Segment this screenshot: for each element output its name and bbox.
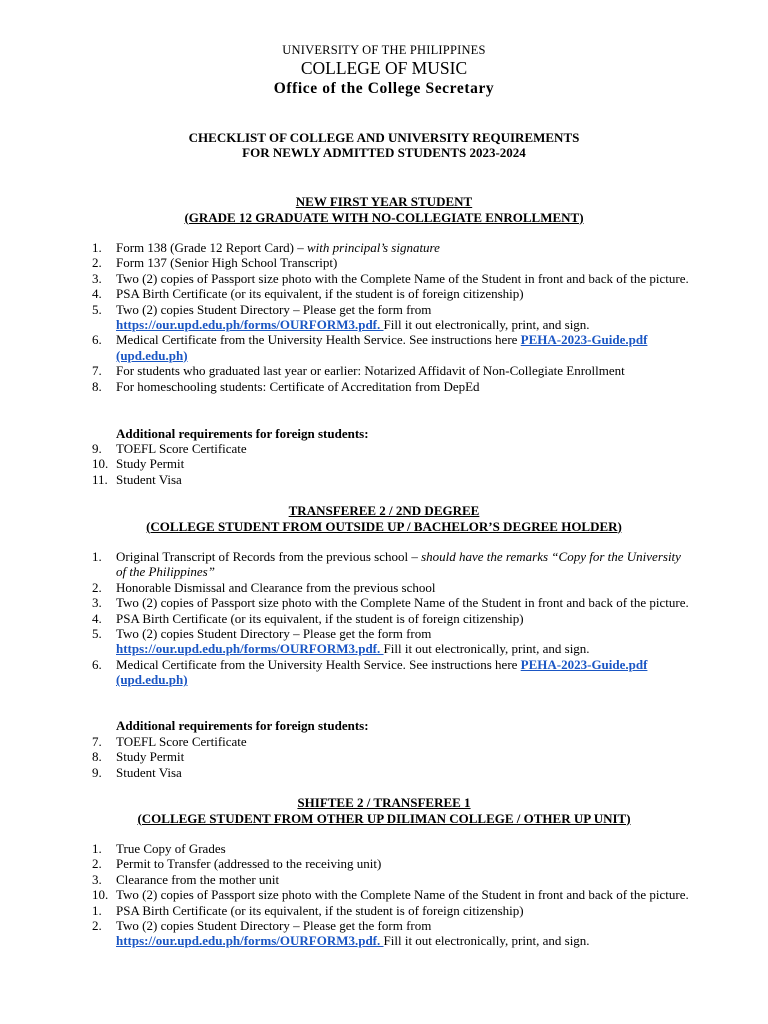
- college-name: COLLEGE OF MUSIC: [300, 58, 468, 78]
- item-text: [116, 441, 692, 456]
- item-text: [116, 765, 692, 780]
- item-text-main: Form 137 (Senior High School Transcript): [116, 255, 338, 271]
- item-text: [116, 286, 692, 301]
- item-number: 1.: [92, 841, 102, 856]
- list-item: [92, 580, 692, 595]
- item-text-main: Permit to Transfer (addressed to the receiving unit): [116, 856, 382, 872]
- item-number: 3.: [92, 595, 102, 611]
- item-number: 4.: [92, 286, 102, 302]
- list-item: [92, 472, 692, 487]
- list-item: [92, 549, 692, 580]
- item-text: [116, 611, 692, 626]
- item-text-main: Original Transcript of Records from the previous school –: [116, 549, 422, 564]
- item-number: 7.: [92, 363, 102, 379]
- list-item: [92, 595, 692, 610]
- item-text-main: TOEFL Score Certificate: [116, 734, 247, 749]
- item-number: 2.: [92, 255, 102, 271]
- section1-heading: [0, 194, 768, 225]
- item-text-main: Student Visa: [116, 764, 182, 780]
- title-line-2: FOR NEWLY ADMITTED STUDENTS 2023-2024: [242, 145, 526, 160]
- section3-list: [92, 841, 692, 949]
- section1-list: [92, 240, 692, 394]
- item-number: 2.: [92, 856, 102, 872]
- list-item: [92, 332, 692, 363]
- list-item: [92, 456, 692, 471]
- list-item: [92, 841, 692, 856]
- item-text: [116, 332, 692, 363]
- item-number: 2.: [92, 918, 102, 934]
- item-link[interactable]: https://our.upd.edu.ph/forms/OURFORM3.pdf.: [116, 933, 384, 949]
- item-text-main: Two (2) copies Student Directory – Please get the form from: [116, 918, 432, 934]
- list-item: [92, 611, 692, 626]
- title-line-1: CHECKLIST OF COLLEGE AND UNIVERSITY REQUIREMENTS: [188, 130, 580, 145]
- item-text-after: Fill it out electronically, print, and sign.: [383, 641, 590, 657]
- item-number: 11.: [92, 471, 108, 487]
- item-text: [116, 734, 692, 749]
- item-text-main: TOEFL Score Certificate: [116, 441, 247, 456]
- item-text-main: PSA Birth Certificate (or its equivalent, if the student is of foreign citizenship): [116, 286, 524, 302]
- list-item: [92, 441, 692, 456]
- list-item: [92, 363, 692, 378]
- section2-heading: [0, 503, 768, 534]
- section2-heading-1: TRANSFEREE 2 / 2ND DEGREE: [288, 503, 480, 518]
- list-item: [92, 240, 692, 255]
- item-number: 8.: [92, 749, 102, 765]
- university-name: UNIVERSITY OF THE PHILIPPINES: [282, 43, 486, 57]
- item-text: [116, 271, 692, 286]
- item-text-main: True Copy of Grades: [116, 841, 226, 856]
- item-text: [116, 456, 692, 471]
- item-link[interactable]: https://our.upd.edu.ph/forms/OURFORM3.pdf.: [116, 317, 384, 333]
- item-text: [116, 549, 692, 580]
- section1-heading-1: NEW FIRST YEAR STUDENT: [295, 194, 473, 209]
- section3-heading-2: (COLLEGE STUDENT FROM OTHER UP DILIMAN COLLEGE / OTHER UP UNIT): [137, 810, 631, 826]
- list-item: [92, 887, 692, 902]
- item-text-main: Two (2) copies of Passport size photo with the Complete Name of the Student in front and back of the picture.: [116, 595, 689, 611]
- list-item: [92, 379, 692, 394]
- section1-additional-label: Additional requirements for foreign students:: [116, 426, 369, 441]
- list-item: [92, 302, 692, 333]
- item-text: [116, 872, 692, 887]
- list-item: [92, 286, 692, 301]
- section1-additional-list: [92, 441, 692, 487]
- list-item: [92, 903, 692, 918]
- item-text-main: Clearance from the mother unit: [116, 871, 280, 887]
- list-item: [92, 765, 692, 780]
- item-number: 8.: [92, 378, 102, 394]
- item-link[interactable]: https://our.upd.edu.ph/forms/OURFORM3.pdf.: [116, 641, 384, 657]
- item-number: 2.: [92, 579, 102, 595]
- item-text-after: Fill it out electronically, print, and sign.: [383, 933, 590, 949]
- item-text-main: Form 138 (Grade 12 Report Card) –: [116, 240, 307, 255]
- item-text: [116, 379, 692, 394]
- item-text-main: Study Permit: [116, 456, 185, 472]
- item-text: [116, 255, 692, 270]
- item-text-main: Two (2) copies of Passport size photo with the Complete Name of the Student in front and back of the picture.: [116, 887, 689, 903]
- item-text: [116, 626, 692, 657]
- item-text: [116, 657, 692, 688]
- item-number: 9.: [92, 764, 102, 780]
- item-text-main: Two (2) copies Student Directory – Please get the form from: [116, 301, 432, 317]
- item-text-main: Two (2) copies Student Directory – Please get the form from: [116, 626, 432, 642]
- item-text-main: For students who graduated last year or earlier: Notarized Affidavit of Non-Collegiate Enrollment: [116, 363, 625, 379]
- item-text-main: Honorable Dismissal and Clearance from the previous school: [116, 579, 436, 595]
- section2-additional-label: Additional requirements for foreign students:: [116, 718, 369, 733]
- list-item: [92, 271, 692, 286]
- item-text: [116, 841, 692, 856]
- list-item: [92, 749, 692, 764]
- item-text-italic: should have the remarks “Copy for the University of the Philippines”: [116, 549, 681, 580]
- item-text: [116, 580, 692, 595]
- item-text-italic: with principal’s signature: [307, 240, 440, 255]
- item-text-main: PSA Birth Certificate (or its equivalent, if the student is of foreign citizenship): [116, 610, 524, 626]
- item-text-main: Two (2) copies of Passport size photo with the Complete Name of the Student in front and back of the picture.: [116, 270, 689, 286]
- list-item: [92, 918, 692, 949]
- item-number: 1.: [92, 240, 102, 255]
- section3-heading-1: SHIFTEE 2 / TRANSFEREE 1: [297, 795, 471, 810]
- section2-additional-list: [92, 734, 692, 780]
- document-title: [0, 130, 768, 160]
- list-item: [92, 734, 692, 749]
- list-item: [92, 872, 692, 887]
- item-text-main: Medical Certificate from the University Health Service. See instructions here: [116, 332, 521, 348]
- section3-heading: [0, 795, 768, 826]
- item-text: [116, 903, 692, 918]
- item-text: [116, 595, 692, 610]
- item-text-main: For homeschooling students: Certificate of Accreditation from DepEd: [116, 378, 480, 394]
- item-text-main: Student Visa: [116, 471, 182, 487]
- item-number: 1.: [92, 549, 102, 564]
- item-text: [116, 363, 692, 378]
- item-number: 6.: [92, 332, 102, 348]
- item-number: 3.: [92, 270, 102, 286]
- item-text-main: Medical Certificate from the University Health Service. See instructions here: [116, 656, 521, 672]
- item-text: [116, 240, 692, 255]
- office-name: Office of the College Secretary: [273, 80, 495, 97]
- item-number: 9.: [92, 441, 102, 456]
- list-item: [92, 626, 692, 657]
- section1-heading-2: (GRADE 12 GRADUATE WITH NO-COLLEGIATE ENROLLMENT): [184, 209, 584, 225]
- item-number: 4.: [92, 610, 102, 626]
- list-item: [92, 255, 692, 270]
- item-text: [116, 302, 692, 333]
- item-link[interactable]: PEHA-2023-Guide.pdf (upd.edu.ph): [116, 656, 648, 688]
- item-number: 7.: [92, 734, 102, 749]
- item-number: 5.: [92, 301, 102, 317]
- item-text-main: PSA Birth Certificate (or its equivalent, if the student is of foreign citizenship): [116, 902, 524, 918]
- item-text: [116, 472, 692, 487]
- item-text: [116, 918, 692, 949]
- item-number: 3.: [92, 871, 102, 887]
- item-text-main: Study Permit: [116, 749, 185, 765]
- item-text: [116, 749, 692, 764]
- list-item: [92, 657, 692, 688]
- item-number: 5.: [92, 626, 102, 642]
- item-number: 6.: [92, 656, 102, 672]
- item-text: [116, 856, 692, 871]
- item-text-after: Fill it out electronically, print, and sign.: [383, 317, 590, 333]
- item-number: 10.: [92, 456, 109, 472]
- item-link[interactable]: PEHA-2023-Guide.pdf (upd.edu.ph): [116, 332, 648, 363]
- list-item: [92, 856, 692, 871]
- section2-list: [92, 549, 692, 688]
- item-number: 1.: [92, 902, 102, 918]
- item-number: 10.: [92, 887, 109, 903]
- section2-heading-2: (COLLEGE STUDENT FROM OUTSIDE UP / BACHELOR’S DEGREE HOLDER): [146, 518, 622, 534]
- item-text: [116, 887, 692, 902]
